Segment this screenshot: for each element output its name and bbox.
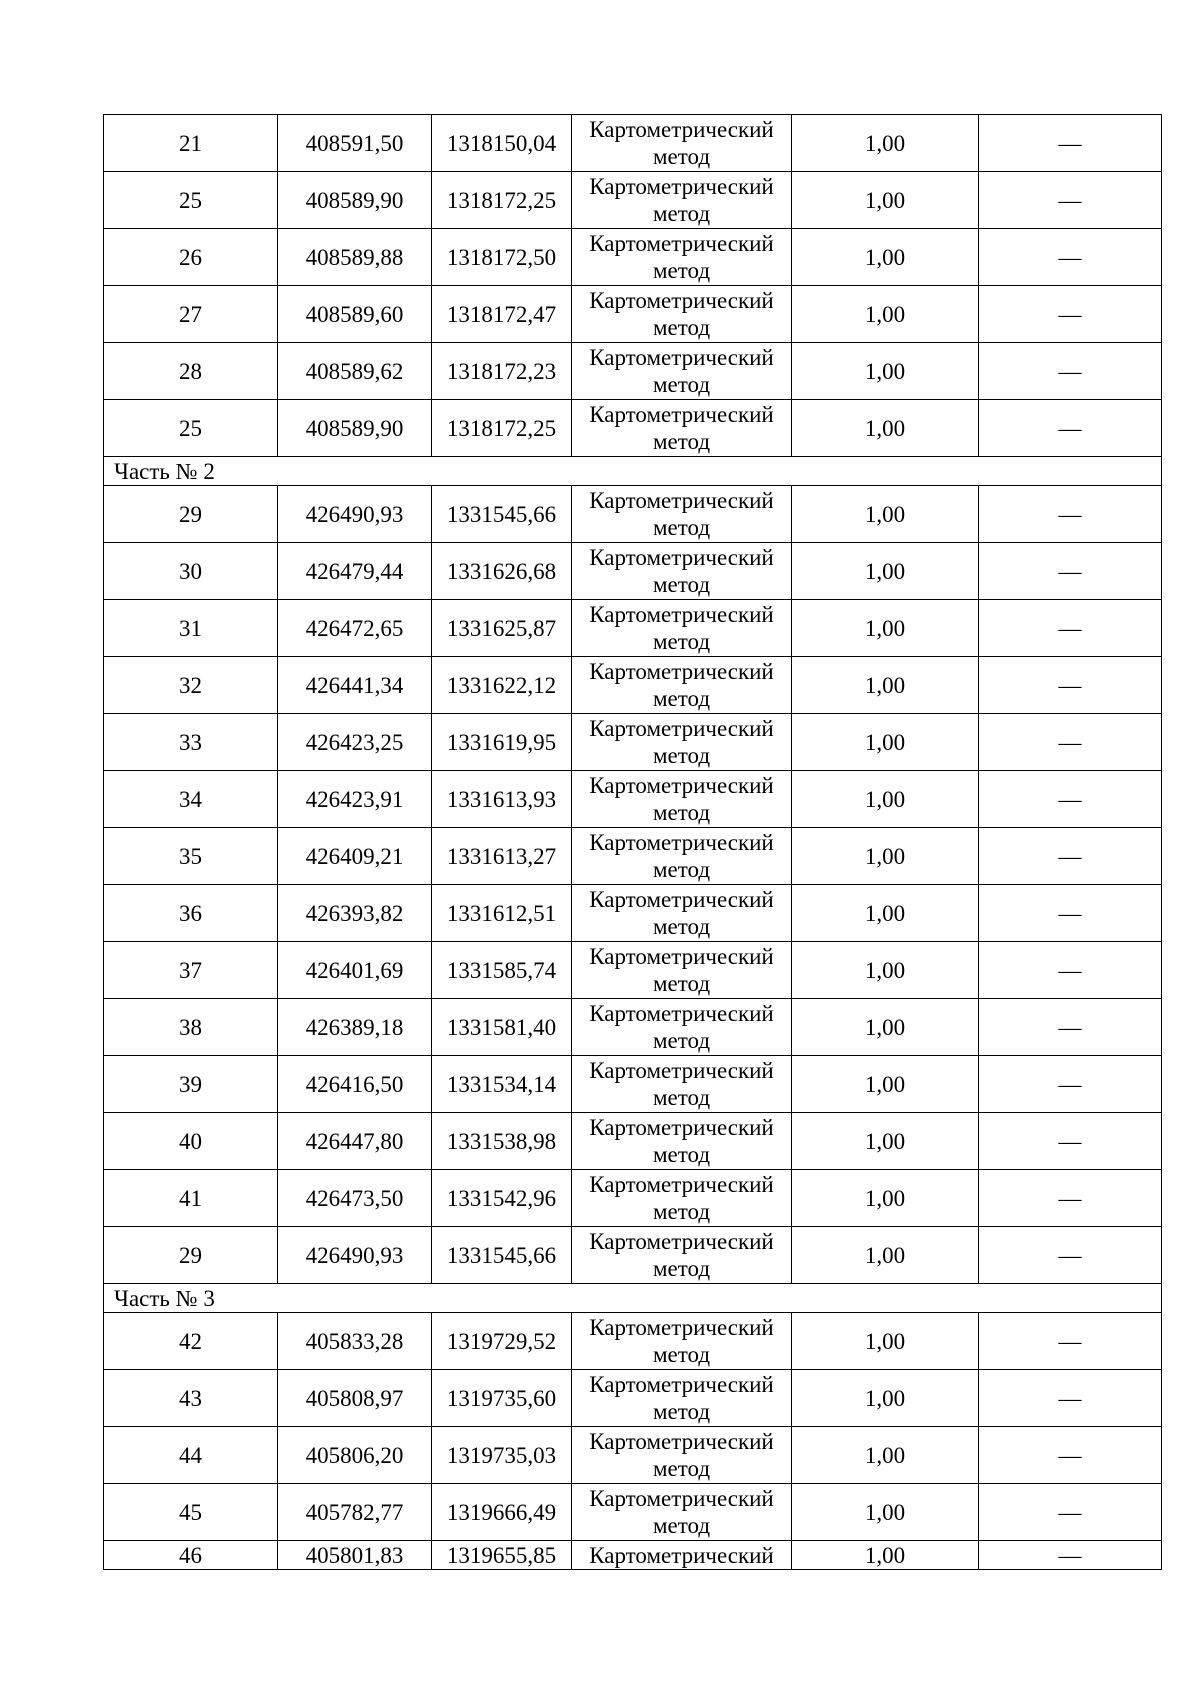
x-coordinate-cell: 408591,50 — [278, 115, 432, 172]
x-coordinate-cell: 408589,62 — [278, 343, 432, 400]
method-cell — [572, 1427, 792, 1484]
accuracy-cell: 1,00 — [792, 1313, 979, 1370]
method-cell — [572, 1170, 792, 1227]
method-cell — [572, 885, 792, 942]
method-line-2: метод — [652, 258, 711, 283]
point-number-cell: 41 — [104, 1170, 278, 1227]
note-cell: — — [979, 486, 1162, 543]
method-cell — [572, 115, 792, 172]
y-coordinate-cell: 1318172,25 — [432, 400, 572, 457]
method-cell — [572, 229, 792, 286]
method-cell — [572, 942, 792, 999]
note-cell: — — [979, 1313, 1162, 1370]
x-coordinate-cell: 426490,93 — [278, 1227, 432, 1284]
method-line-1: Картометрический — [589, 231, 774, 256]
note-cell: — — [979, 885, 1162, 942]
table-row — [104, 600, 1162, 657]
table-row — [104, 343, 1162, 400]
point-number-cell: 36 — [104, 885, 278, 942]
note-cell: — — [979, 1427, 1162, 1484]
table-row — [104, 543, 1162, 600]
accuracy-cell: 1,00 — [792, 543, 979, 600]
method-line-1: Картометрический — [589, 659, 774, 684]
y-coordinate-cell: 1319735,60 — [432, 1370, 572, 1427]
accuracy-cell: 1,00 — [792, 486, 979, 543]
point-number-cell: 39 — [104, 1056, 278, 1113]
method-line-2: метод — [652, 315, 711, 340]
table-row — [104, 400, 1162, 457]
table-row — [104, 172, 1162, 229]
accuracy-cell: 1,00 — [792, 1370, 979, 1427]
note-cell: — — [979, 828, 1162, 885]
note-cell: — — [979, 343, 1162, 400]
table-row — [104, 1056, 1162, 1113]
method-line-1: Картометрический — [589, 716, 774, 741]
point-number-cell: 29 — [104, 1227, 278, 1284]
point-number-cell: 42 — [104, 1313, 278, 1370]
method-line-2: метод — [652, 1028, 711, 1053]
x-coordinate-cell: 426472,65 — [278, 600, 432, 657]
method-line-2: метод — [652, 1199, 711, 1224]
y-coordinate-cell: 1331622,12 — [432, 657, 572, 714]
point-number-cell: 30 — [104, 543, 278, 600]
accuracy-cell: 1,00 — [792, 400, 979, 457]
x-coordinate-cell: 426490,93 — [278, 486, 432, 543]
method-line-2: метод — [652, 800, 711, 825]
note-cell: — — [979, 1541, 1162, 1570]
method-line-1: Картометрический — [589, 1058, 774, 1083]
point-number-cell: 35 — [104, 828, 278, 885]
accuracy-cell: 1,00 — [792, 229, 979, 286]
method-line-2: метод — [652, 572, 711, 597]
method-line-2: метод — [652, 429, 711, 454]
method-line-1: Картометрический — [589, 1486, 774, 1511]
accuracy-cell: 1,00 — [792, 1056, 979, 1113]
method-line-1: Картометрический — [589, 1172, 774, 1197]
table-row — [104, 1313, 1162, 1370]
method-line-2: метод — [652, 629, 711, 654]
method-line-2: метод — [652, 1142, 711, 1167]
y-coordinate-cell: 1331585,74 — [432, 942, 572, 999]
accuracy-cell: 1,00 — [792, 1227, 979, 1284]
note-cell: — — [979, 172, 1162, 229]
method-cell — [572, 400, 792, 457]
note-cell: — — [979, 400, 1162, 457]
note-cell: — — [979, 942, 1162, 999]
y-coordinate-cell: 1318172,50 — [432, 229, 572, 286]
x-coordinate-cell: 405801,83 — [278, 1541, 432, 1570]
point-number-cell: 40 — [104, 1113, 278, 1170]
accuracy-cell: 1,00 — [792, 714, 979, 771]
point-number-cell: 37 — [104, 942, 278, 999]
table-row — [104, 486, 1162, 543]
method-cell — [572, 1541, 792, 1570]
method-cell — [572, 543, 792, 600]
point-number-cell: 26 — [104, 229, 278, 286]
note-cell: — — [979, 1113, 1162, 1170]
method-line-2: метод — [652, 144, 711, 169]
x-coordinate-cell: 408589,88 — [278, 229, 432, 286]
point-number-cell: 46 — [104, 1541, 278, 1570]
section-header-row — [104, 1284, 1162, 1313]
method-cell — [572, 1113, 792, 1170]
method-cell — [572, 1370, 792, 1427]
method-cell — [572, 286, 792, 343]
method-line-1: Картометрический — [589, 1542, 774, 1568]
note-cell: — — [979, 999, 1162, 1056]
method-cell — [572, 172, 792, 229]
method-cell — [572, 657, 792, 714]
method-line-1: Картометрический — [589, 345, 774, 370]
x-coordinate-cell: 408589,60 — [278, 286, 432, 343]
method-line-2: метод — [652, 914, 711, 939]
accuracy-cell: 1,00 — [792, 115, 979, 172]
x-coordinate-cell: 426389,18 — [278, 999, 432, 1056]
point-number-cell: 34 — [104, 771, 278, 828]
accuracy-cell: 1,00 — [792, 1541, 979, 1570]
coordinates-table — [103, 114, 1162, 1570]
method-cell — [572, 1227, 792, 1284]
y-coordinate-cell: 1331626,68 — [432, 543, 572, 600]
method-line-2: метод — [652, 372, 711, 397]
point-number-cell: 28 — [104, 343, 278, 400]
method-line-2: метод — [652, 1513, 711, 1538]
section-label: Часть № 3 — [104, 1284, 1162, 1313]
table-row — [104, 1484, 1162, 1541]
point-number-cell: 31 — [104, 600, 278, 657]
y-coordinate-cell: 1331545,66 — [432, 1227, 572, 1284]
accuracy-cell: 1,00 — [792, 343, 979, 400]
table-row — [104, 115, 1162, 172]
method-cell — [572, 1313, 792, 1370]
table-row — [104, 1113, 1162, 1170]
table-row — [104, 1427, 1162, 1484]
y-coordinate-cell: 1331613,93 — [432, 771, 572, 828]
method-cell — [572, 828, 792, 885]
y-coordinate-cell: 1319735,03 — [432, 1427, 572, 1484]
table-row — [104, 657, 1162, 714]
y-coordinate-cell: 1331581,40 — [432, 999, 572, 1056]
accuracy-cell: 1,00 — [792, 885, 979, 942]
y-coordinate-cell: 1318150,04 — [432, 115, 572, 172]
accuracy-cell: 1,00 — [792, 942, 979, 999]
y-coordinate-cell: 1331534,14 — [432, 1056, 572, 1113]
accuracy-cell: 1,00 — [792, 771, 979, 828]
y-coordinate-cell: 1318172,23 — [432, 343, 572, 400]
x-coordinate-cell: 405833,28 — [278, 1313, 432, 1370]
section-label: Часть № 2 — [104, 457, 1162, 486]
note-cell: — — [979, 1056, 1162, 1113]
note-cell: — — [979, 229, 1162, 286]
method-line-1: Картометрический — [589, 944, 774, 969]
coordinates-table-body — [104, 115, 1162, 1570]
accuracy-cell: 1,00 — [792, 286, 979, 343]
note-cell: — — [979, 286, 1162, 343]
method-cell — [572, 714, 792, 771]
x-coordinate-cell: 426409,21 — [278, 828, 432, 885]
y-coordinate-cell: 1318172,47 — [432, 286, 572, 343]
method-line-1: Картометрический — [589, 1429, 774, 1454]
table-row — [104, 229, 1162, 286]
table-row — [104, 771, 1162, 828]
section-header-row — [104, 457, 1162, 486]
method-cell — [572, 1484, 792, 1541]
accuracy-cell: 1,00 — [792, 657, 979, 714]
method-line-1: Картометрический — [589, 1115, 774, 1140]
method-line-1: Картометрический — [589, 402, 774, 427]
accuracy-cell: 1,00 — [792, 828, 979, 885]
method-line-1: Картометрический — [589, 887, 774, 912]
method-cell — [572, 999, 792, 1056]
y-coordinate-cell: 1331538,98 — [432, 1113, 572, 1170]
method-line-1: Картометрический — [589, 1001, 774, 1026]
method-line-1: Картометрический — [589, 288, 774, 313]
method-line-1: Картометрический — [589, 488, 774, 513]
table-row — [104, 942, 1162, 999]
method-line-2: метод — [652, 743, 711, 768]
method-line-1: Картометрический — [589, 545, 774, 570]
method-line-2: метод — [652, 201, 711, 226]
accuracy-cell: 1,00 — [792, 1427, 979, 1484]
accuracy-cell: 1,00 — [792, 172, 979, 229]
x-coordinate-cell: 426447,80 — [278, 1113, 432, 1170]
point-number-cell: 29 — [104, 486, 278, 543]
note-cell: — — [979, 115, 1162, 172]
method-line-2: метод — [652, 515, 711, 540]
point-number-cell: 21 — [104, 115, 278, 172]
point-number-cell: 45 — [104, 1484, 278, 1541]
table-row — [104, 1370, 1162, 1427]
point-number-cell: 44 — [104, 1427, 278, 1484]
table-row — [104, 885, 1162, 942]
y-coordinate-cell: 1331542,96 — [432, 1170, 572, 1227]
x-coordinate-cell: 426423,25 — [278, 714, 432, 771]
note-cell: — — [979, 1370, 1162, 1427]
method-line-1: Картометрический — [589, 1372, 774, 1397]
table-row — [104, 1227, 1162, 1284]
method-line-1: Картометрический — [589, 117, 774, 142]
point-number-cell: 33 — [104, 714, 278, 771]
y-coordinate-cell: 1331619,95 — [432, 714, 572, 771]
note-cell: — — [979, 714, 1162, 771]
point-number-cell: 25 — [104, 172, 278, 229]
method-line-1: Картометрический — [589, 773, 774, 798]
x-coordinate-cell: 426393,82 — [278, 885, 432, 942]
method-line-2: метод — [652, 1342, 711, 1367]
y-coordinate-cell: 1319666,49 — [432, 1484, 572, 1541]
table-row — [104, 999, 1162, 1056]
table-row — [104, 1541, 1162, 1570]
accuracy-cell: 1,00 — [792, 1170, 979, 1227]
x-coordinate-cell: 426401,69 — [278, 942, 432, 999]
method-cell — [572, 1056, 792, 1113]
method-line-2: метод — [652, 1399, 711, 1424]
method-line-2: метод — [652, 857, 711, 882]
x-coordinate-cell: 426416,50 — [278, 1056, 432, 1113]
y-coordinate-cell: 1319655,85 — [432, 1541, 572, 1570]
x-coordinate-cell: 426423,91 — [278, 771, 432, 828]
accuracy-cell: 1,00 — [792, 1484, 979, 1541]
method-line-2: метод — [652, 1085, 711, 1110]
y-coordinate-cell: 1331545,66 — [432, 486, 572, 543]
method-line-2: метод — [652, 1456, 711, 1481]
table-row — [104, 828, 1162, 885]
x-coordinate-cell: 405806,20 — [278, 1427, 432, 1484]
x-coordinate-cell: 426441,34 — [278, 657, 432, 714]
accuracy-cell: 1,00 — [792, 600, 979, 657]
accuracy-cell: 1,00 — [792, 999, 979, 1056]
x-coordinate-cell: 408589,90 — [278, 400, 432, 457]
method-line-1: Картометрический — [589, 602, 774, 627]
method-cell — [572, 343, 792, 400]
method-line-2: метод — [652, 971, 711, 996]
note-cell: — — [979, 1170, 1162, 1227]
table-row — [104, 1170, 1162, 1227]
method-line-2: метод — [652, 686, 711, 711]
point-number-cell: 25 — [104, 400, 278, 457]
y-coordinate-cell: 1331625,87 — [432, 600, 572, 657]
table-row — [104, 286, 1162, 343]
y-coordinate-cell: 1331612,51 — [432, 885, 572, 942]
note-cell: — — [979, 771, 1162, 828]
x-coordinate-cell: 426479,44 — [278, 543, 432, 600]
point-number-cell: 38 — [104, 999, 278, 1056]
x-coordinate-cell: 405808,97 — [278, 1370, 432, 1427]
method-line-1: Картометрический — [589, 830, 774, 855]
x-coordinate-cell: 426473,50 — [278, 1170, 432, 1227]
point-number-cell: 27 — [104, 286, 278, 343]
method-line-1: Картометрический — [589, 1315, 774, 1340]
method-line-2: метод — [652, 1256, 711, 1281]
accuracy-cell: 1,00 — [792, 1113, 979, 1170]
note-cell: — — [979, 657, 1162, 714]
method-cell — [572, 486, 792, 543]
note-cell: — — [979, 1227, 1162, 1284]
point-number-cell: 43 — [104, 1370, 278, 1427]
y-coordinate-cell: 1331613,27 — [432, 828, 572, 885]
method-line-1: Картометрический — [589, 174, 774, 199]
note-cell: — — [979, 1484, 1162, 1541]
y-coordinate-cell: 1318172,25 — [432, 172, 572, 229]
method-line-1: Картометрический — [589, 1229, 774, 1254]
y-coordinate-cell: 1319729,52 — [432, 1313, 572, 1370]
x-coordinate-cell: 405782,77 — [278, 1484, 432, 1541]
note-cell: — — [979, 600, 1162, 657]
method-cell — [572, 771, 792, 828]
table-row — [104, 714, 1162, 771]
point-number-cell: 32 — [104, 657, 278, 714]
x-coordinate-cell: 408589,90 — [278, 172, 432, 229]
note-cell: — — [979, 543, 1162, 600]
method-cell — [572, 600, 792, 657]
